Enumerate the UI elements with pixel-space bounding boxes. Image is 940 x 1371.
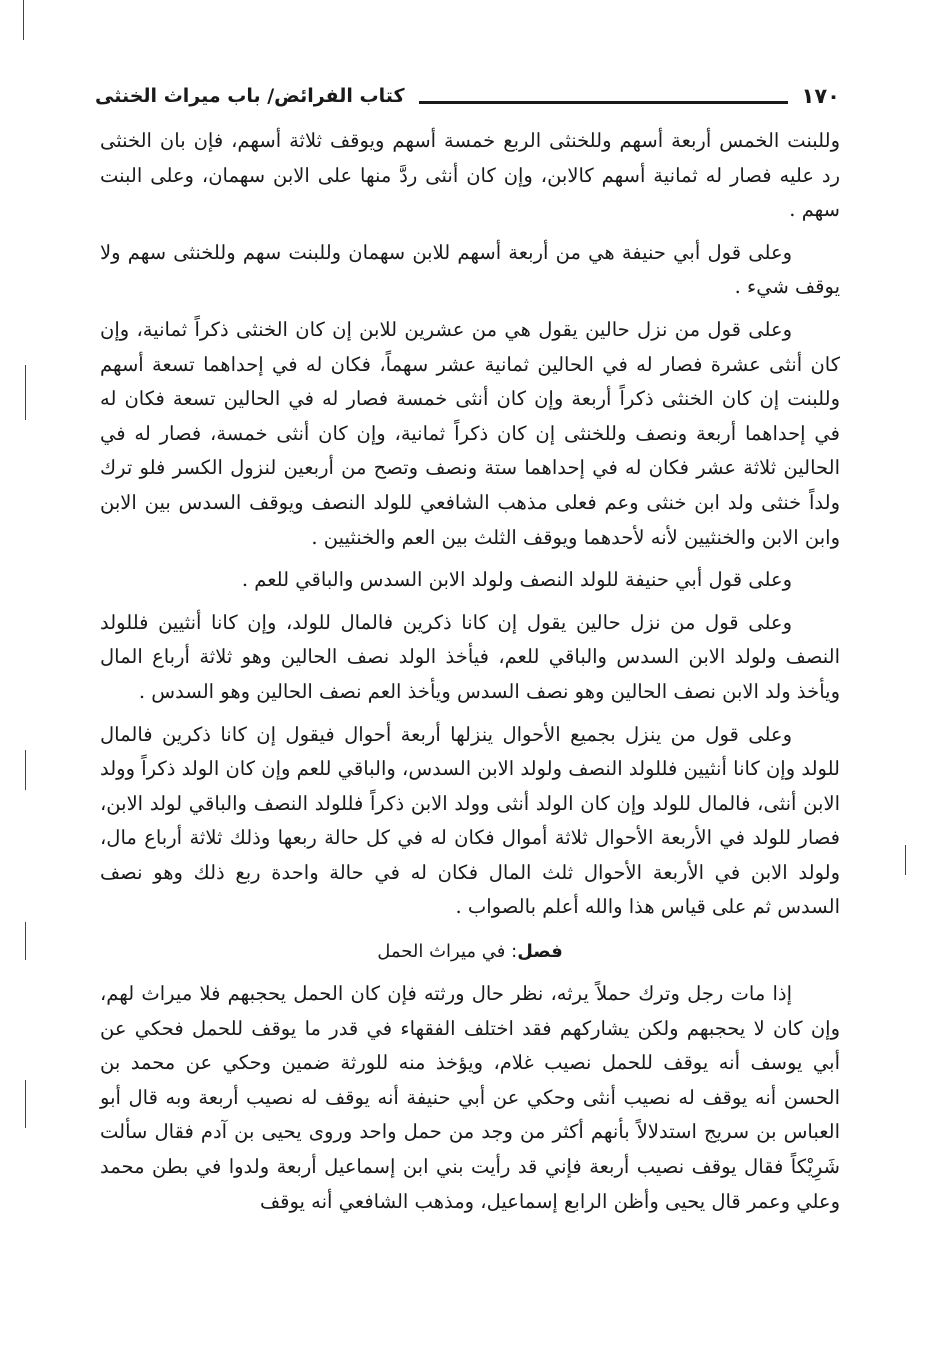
paragraph: إذا مات رجل وترك حملاً يرثه، نظر حال ورثته فإن كان الحمل يحجبهم فلا ميراث لهم، وإن كان لا يحجبهم ولكن يشاركهم فقد اختلف الفقهاء في قدر ما يوقف للحمل فحكي عن أبي يوسف أنه يوقف للحمل نصيب غلام، ويؤخذ منه للورثة ضمين وحكي عن محمد بن الحسن أنه يوقف له نصيب أنثى وحكي عن أبي حنيفة أنه يوقف له نصيب أربعة وبه قال أبو العباس بن سريج استدلالاً بأنهم أكثر من وجد من حمل واحد وروى يحيى بن آدم فقال سألت شَرِيْكاً فقال يوقف نصيب أربعة فإني قد رأيت بني ابن إسماعيل أربعة ولدوا في بطن محمد وعلي وعمر قال يحيى وأظن الرابع إسماعيل، ومذهب الشافعي أنه يوقف xyxy=(100,982,840,1213)
header-rule xyxy=(419,101,788,104)
scan-margin-mark xyxy=(25,365,26,420)
scan-margin-mark xyxy=(25,750,26,790)
paragraph: وعلى قول من ينزل بجميع الأحوال ينزلها أربعة أحوال فيقول إن كانا ذكرين فالمال للولد وإن كانا أنثيين فللولد النصف ولولد الابن السدس، والباقي للعم وإن كان الولد ذكراً وولد الابن أنثى، فالمال للولد وإن كان الولد أنثى وولد الابن ذكراً فللولد النصف والباقي لولد الابن، فصار للولد في الأربعة الأحوال ثلاثة أموال فكان له في كل حالة ربعها وذلك ثلاثة أرباع مال، ولولد الابن في الأربعة الأحوال ثلث المال فكان له في حالة واحدة ربع ذلك وهو نصف السدس ثم على قياس هذا والله أعلم بالصواب . xyxy=(100,722,840,919)
paragraph: وعلى قول من نزل حالين يقول إن كانا ذكرين فالمال للولد، وإن كانا أنثيين فللولد النصف ولولد الابن السدس والباقي للعم، فيأخذ الولد نصف الحالين وهو ثلاثة أرباع المال ويأخذ ولد الابن نصف الحالين وهو نصف السدس ويأخذ العم نصف الحالين وهو السدس . xyxy=(100,610,840,703)
paragraph: وعلى قول من نزل حالين يقول هي من عشرين للابن إن كان الخنثى ذكراً ثمانية، وإن كان أنثى عشرة فصار له في الحالين ثمانية عشر سهماً، فكان له في إحداهما تسعة أسهم وللبنت إن كان الخنثى ذكراً أربعة وإن كان أنثى خمسة فصار له في الحالين تسعة فكان له في إحداهما أربعة ونصف وللخنثى إن كان ذكراً ثمانية، وإن كان أنثى خمسة، فصار له في الحالين ثلاثة عشر فكان له في إحداهما ستة ونصف وتصح من أربعين لنزول الكسر فلو ترك ولداً خنثى ولد ابن خنثى وعم فعلى مذهب الشافعي للولد النصف ويوقف السدس بين الابن وابن الابن والخنثيين لأنه لأحدهما ويوقف الثلث بين العم والخنثيين . xyxy=(100,317,840,549)
section-separator: : xyxy=(511,941,518,963)
scan-margin-mark xyxy=(25,922,26,960)
section-heading xyxy=(100,935,840,969)
paragraph: وعلى قول أبي حنيفة للولد النصف ولولد الابن السدس والباقي للعم . xyxy=(241,568,792,592)
paragraph: وعلى قول أبي حنيفة هي من أربعة أسهم للابن سهمان وللبنت سهم وللخنثى سهم ولا يوقف شيء . xyxy=(100,240,840,299)
paragraph: وللبنت الخمس أربعة أسهم وللخنثى الربع خمسة أسهم ويوقف ثلاثة أسهم، فإن بان الخنثى رد عليه فصار له ثمانية أسهم كالابن، وإن كان أنثى ردَّ منها على الابن سهمان، وعلى البنت سهم . xyxy=(100,129,840,222)
section-label: فصل xyxy=(517,941,563,963)
scan-margin-mark xyxy=(23,0,24,40)
section-title: في ميراث الحمل xyxy=(377,941,506,963)
running-header xyxy=(95,78,840,114)
scan-margin-mark xyxy=(905,845,906,875)
page-number: ١٧٠ xyxy=(801,84,840,108)
scan-margin-mark xyxy=(25,1080,26,1128)
main-text xyxy=(100,124,840,1227)
book-chapter-title: كتاب الفرائض/ باب ميراث الخنثى xyxy=(95,85,405,107)
